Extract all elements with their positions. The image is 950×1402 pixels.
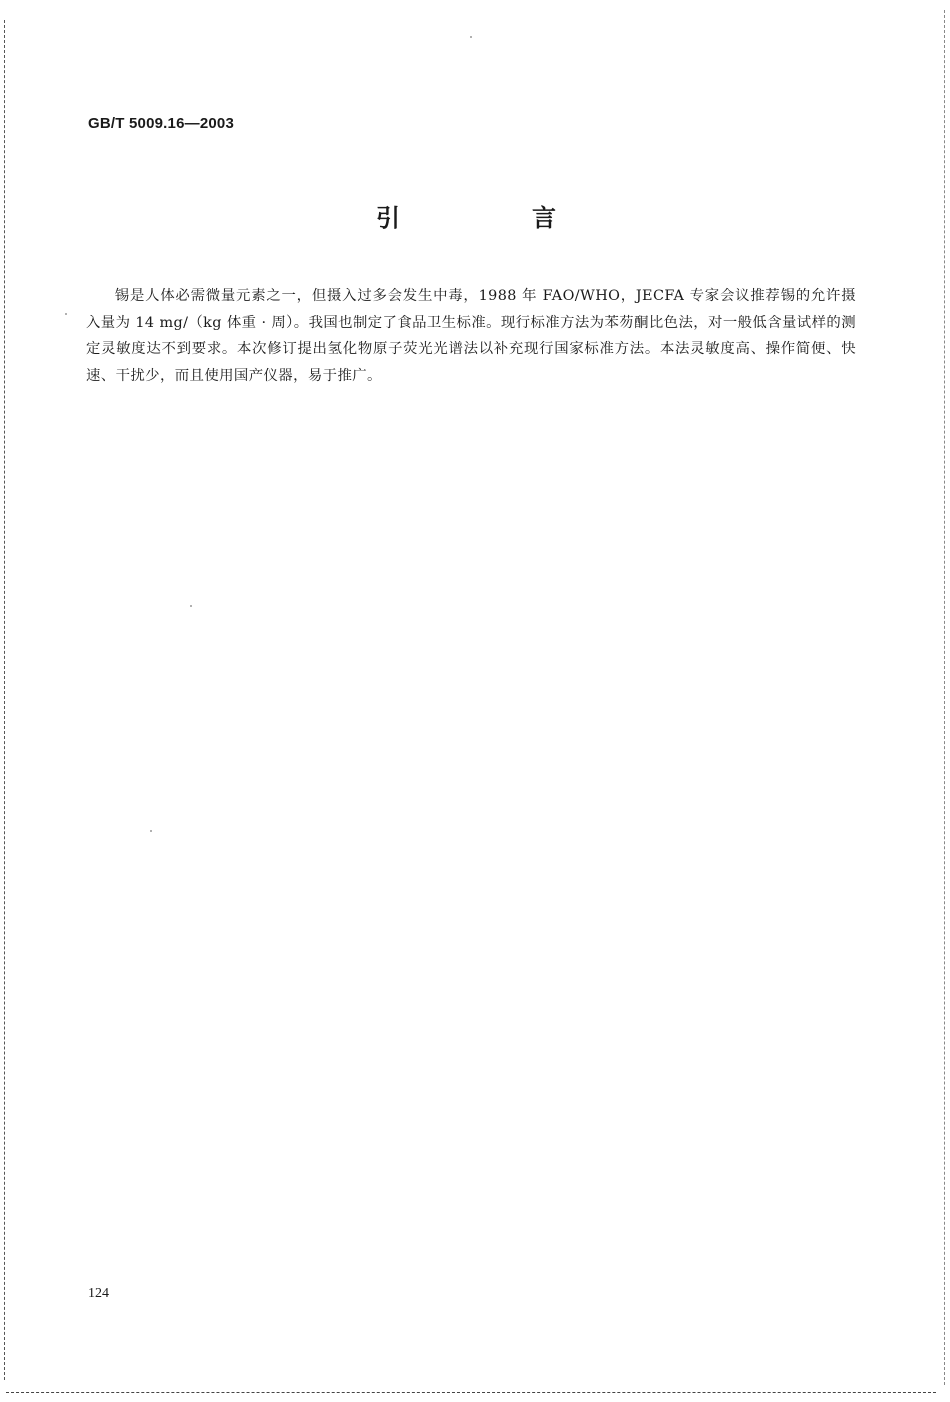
scan-edge-bottom (6, 1392, 936, 1393)
scan-speck (190, 605, 192, 607)
scan-speck (65, 313, 67, 315)
introduction-paragraph: 锡是人体必需微量元素之一，但摄入过多会发生中毒，1988 年 FAO/WHO，JECFA 专家会议推荐锡的允许摄入量为 14 mg/（kg 体重 · 周）。我国也制定了食品卫生标准。现行标准方法为苯芴酮比色法，对一般低含量试样的测定灵敏度达不到要求。本次修订提出氢化物原子荧光光谱法以补充现行国家标准方法。本法灵敏度高、操作简便、快速、干扰少，而且使用国产仪器，易于推广。 (86, 288, 856, 384)
section-title: 引 言 (376, 204, 610, 232)
page-number: 124 (88, 1286, 109, 1301)
scan-speck (470, 36, 472, 38)
scan-speck (150, 830, 152, 832)
standard-number: GB/T 5009.16—2003 (88, 115, 234, 132)
